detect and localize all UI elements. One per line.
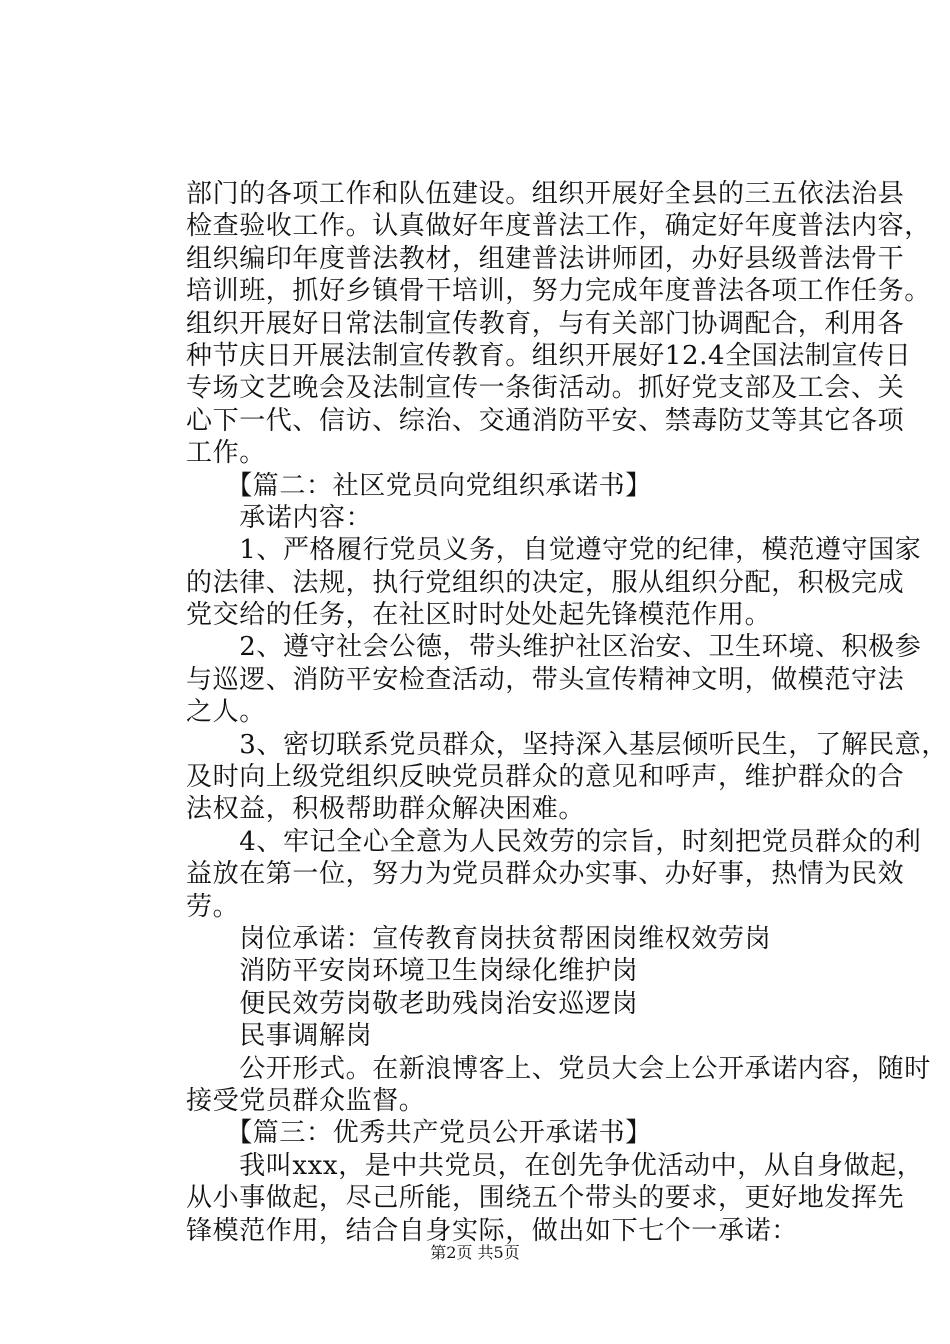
page-number-label: 第2页 共5页 [430, 1243, 520, 1262]
text-line: 工作。 [186, 438, 266, 469]
text-line: 与巡逻、消防平安检查活动，带头宣传精神文明，做模范守法 [186, 664, 905, 695]
text-line: 承诺内容： [186, 502, 373, 533]
text-line: 部门的各项工作和队伍建设。组织开展好全县的三五依法治县 [186, 179, 905, 209]
section-heading: 【篇三：优秀共产党员公开承诺书】 [186, 1118, 652, 1149]
text-line: 的法律、法规，执行党组织的决定，服从组织分配，积极完成 [186, 567, 905, 598]
text-line: 2、遵守社会公德，带头维护社区治安、卫生环境、积极参 [186, 632, 922, 663]
text-line: 我叫xxx，是中共党员，在创先争优活动中，从自身做起， [186, 1150, 924, 1181]
text-line: 培训班，抓好乡镇骨干培训，努力完成年度普法各项工作任务。 [186, 276, 931, 307]
text-line: 岗位承诺：宣传教育岗扶贫帮困岗维权效劳岗 [186, 923, 772, 954]
text-line: 专场文艺晚会及法制宣传一条街活动。抓好党支部及工会、关 [186, 373, 905, 404]
text-line: 1、严格履行党员义务，自觉遵守党的纪律，模范遵守国家 [186, 535, 922, 566]
document-body [186, 178, 948, 1247]
text-line: 及时向上级党组织反映党员群众的意见和呼声，维护群众的合 [186, 762, 905, 793]
text-line: 之人。 [186, 697, 266, 728]
text-line: 组织编印年度普法教材，组建普法讲师团，办好县级普法骨干 [186, 243, 905, 274]
text-line: 组织开展好日常法制宣传教育，与有关部门协调配合，利用各 [186, 308, 905, 339]
text-line: 检查验收工作。认真做好年度普法工作，确定好年度普法内容， [186, 211, 931, 242]
text-line: 法权益，积极帮助群众解决困难。 [186, 794, 586, 825]
text-line: 益放在第一位，努力为党员群众办实事、办好事，热情为民效 [186, 859, 905, 890]
text-line: 党交给的任务，在社区时时处处起先锋模范作用。 [186, 600, 772, 631]
text-line: 种节庆日开展法制宣传教育。组织开展好12.4全国法制宣传日 [186, 340, 912, 371]
text-line: 公开形式。在新浪博客上、党员大会上公开承诺内容，随时 [186, 1053, 931, 1084]
text-line: 民事调解岗 [186, 1021, 373, 1052]
text-line: 3、密切联系党员群众，坚持深入基层倾听民生，了解民意， [186, 729, 948, 760]
text-line: 便民效劳岗敬老助残岗治安巡逻岗 [186, 988, 639, 1019]
text-line: 消防平安岗环境卫生岗绿化维护岗 [186, 956, 639, 987]
text-line: 劳。 [186, 891, 240, 922]
text-line: 从小事做起，尽己所能，围绕五个带头的要求，更好地发挥先 [186, 1183, 905, 1214]
section-heading: 【篇二：社区党员向党组织承诺书】 [186, 470, 652, 501]
text-line: 心下一代、信访、综治、交通消防平安、禁毒防艾等其它各项 [186, 405, 905, 436]
text-line: 4、牢记全心全意为人民效劳的宗旨，时刻把党员群众的利 [186, 826, 922, 857]
text-line: 锋模范作用，结合自身实际，做出如下七个一承诺： [186, 1215, 798, 1246]
page-footer [0, 1240, 950, 1263]
text-line: 接受党员群众监督。 [186, 1085, 426, 1116]
